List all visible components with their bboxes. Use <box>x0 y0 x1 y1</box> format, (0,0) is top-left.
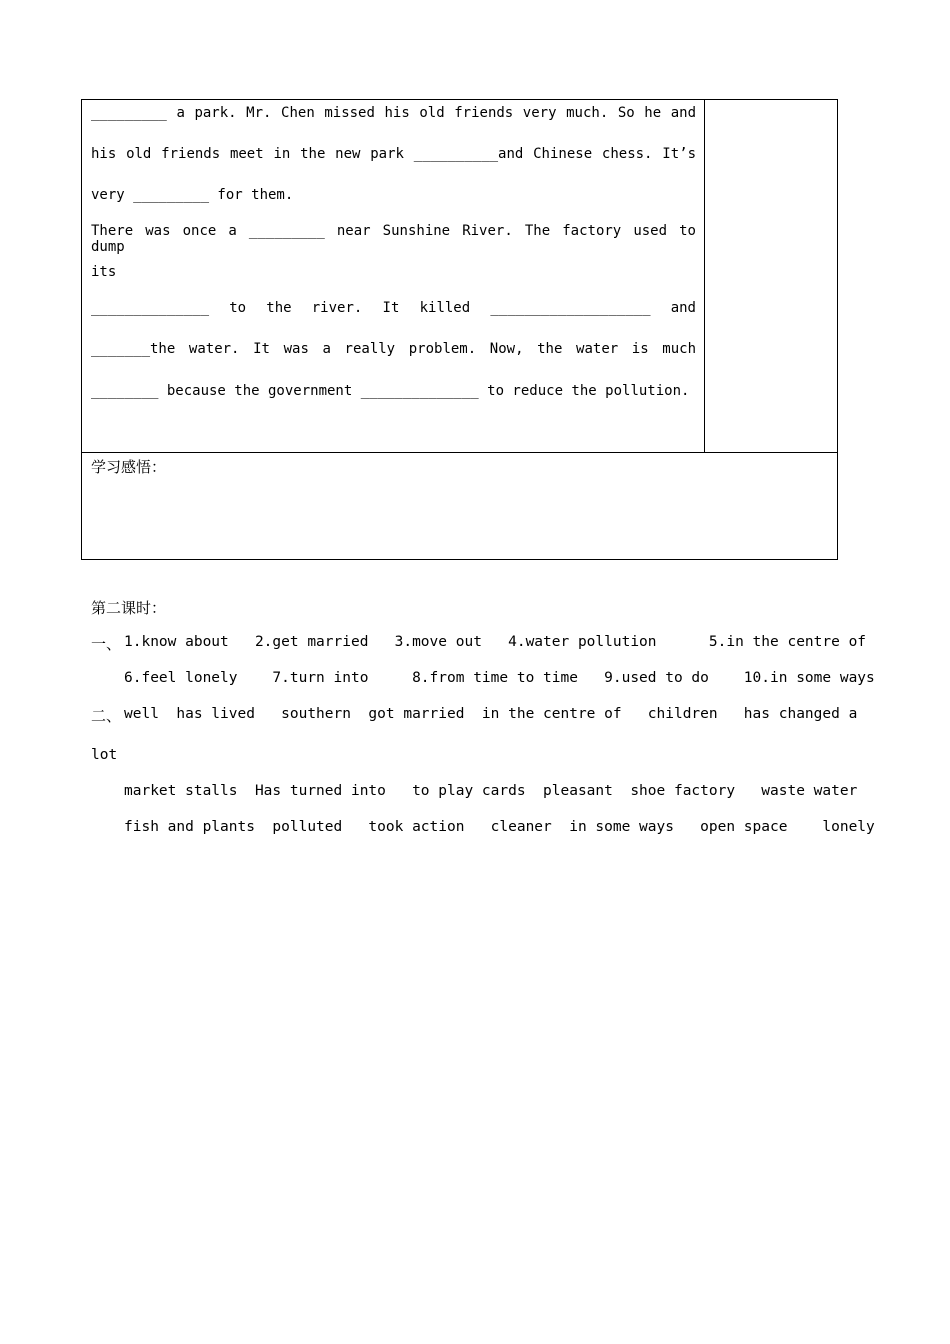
part2-line4: fish and plants polluted took action cleaner in some ways open space lonely <box>124 819 875 835</box>
passage2-line5: ________ because the government ______________ to reduce the pollution. <box>91 383 690 399</box>
part1-line1: 1.know about 2.get married 3.move out 4.water pollution 5.in the centre of <box>124 634 867 650</box>
passage1-line3: very _________ for them. <box>91 187 294 203</box>
exercise-table <box>81 99 838 560</box>
passage1-line2: his old friends meet in the new park __________and Chinese chess. It’s <box>91 146 696 162</box>
passage2-line2: its <box>91 264 117 280</box>
part2-line2: lot <box>91 747 118 763</box>
reflection-label: 学习感悟： <box>91 458 167 476</box>
table-column-divider <box>704 99 705 452</box>
passage2-line4: _______the water. It was a really problem. Now, the water is much <box>91 341 696 357</box>
part2-line1: well has lived southern got married in the centre of children has changed a <box>124 706 858 722</box>
part1-line2: 6.feel lonely 7.turn into 8.from time to time 9.used to do 10.in some ways <box>124 670 875 686</box>
part1-prefix: 一、 <box>91 635 122 653</box>
passage2-line3: ______________ to the river. It killed ___________________ and <box>91 300 696 316</box>
passage2-line1: There was once a _________ near Sunshine River. The factory used to dump <box>91 223 696 255</box>
part2-line3: market stalls Has turned into to play cards pleasant shoe factory waste water <box>124 783 858 799</box>
table-row-divider <box>81 452 838 453</box>
answers-heading: 第二课时： <box>91 599 167 617</box>
part2-prefix: 二、 <box>91 707 122 725</box>
passage1-line1: _________ a park. Mr. Chen missed his old friends very much. So he and <box>91 105 696 121</box>
